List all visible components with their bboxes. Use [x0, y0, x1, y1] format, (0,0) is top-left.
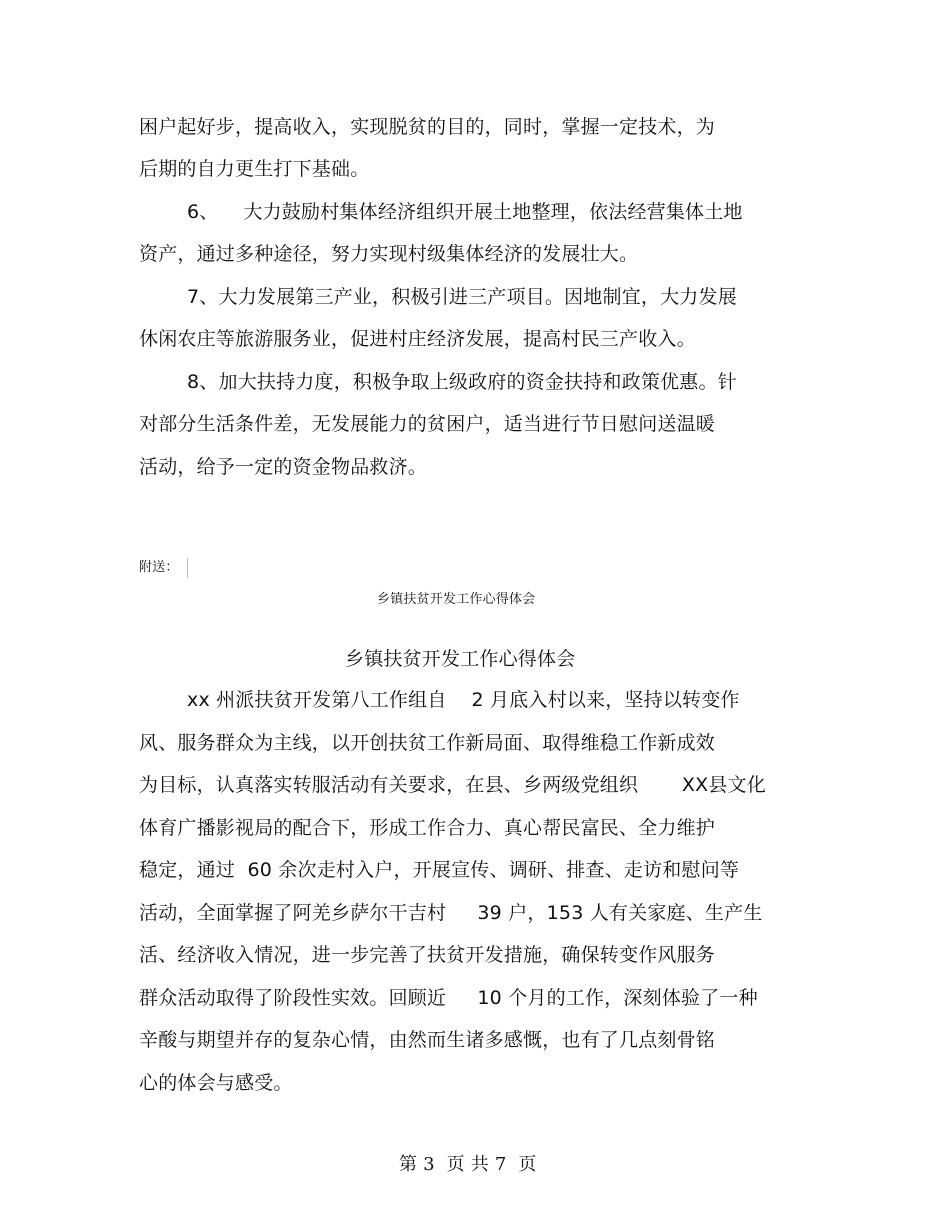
essay-line: 活、经济收入情况，进一步完善了扶贫开发措施，确保转变作风服务: [139, 944, 716, 966]
list-item-6-line: 资产，通过多种途径，努力实现村级集体经济的发展壮大。: [139, 243, 639, 265]
text-cursor-divider: [187, 558, 188, 578]
list-item-8-line: 活动，给予一定的资金物品救济。: [139, 456, 428, 478]
essay-line: xx 州派扶贫开发第八工作组自 2 月底入村以来，坚持以转变作: [187, 689, 740, 711]
list-item-7-line: 休闲农庄等旅游服务业，促进村庄经济发展，提高村民三产收入。: [139, 328, 696, 350]
appendix-small-title: 乡镇扶贫开发工作心得体会: [377, 592, 536, 607]
essay-line: 群众活动取得了阶段性实效。回顾近 10 个月的工作，深刻体验了一种: [139, 987, 758, 1009]
essay-title: 乡镇扶贫开发工作心得体会: [345, 648, 576, 670]
body-text-line: 困户起好步，提高收入，实现脱贫的目的，同时，掌握一定技术，为: [139, 116, 716, 138]
list-item-6-line: 6、 大力鼓励村集体经济组织开展土地整理，依法经营集体土地: [187, 201, 743, 223]
essay-line: 体育广播影视局的配合下，形成工作合力、真心帮民富民、全力维护: [139, 817, 716, 839]
list-item-7-line: 7、大力发展第三产业，积极引进三产项目。因地制宜，大力发展: [187, 286, 737, 308]
essay-line: 心的体会与感受。: [139, 1072, 293, 1094]
essay-line: 稳定，通过 60 余次走村入户，开展宣传、调研、排查、走访和慰问等: [139, 859, 740, 881]
page-number: 第 3 页 共 7 页: [399, 1154, 537, 1175]
appendix-label: 附送：: [139, 560, 179, 575]
list-item-8-line: 8、加大扶持力度，积极争取上级政府的资金扶持和政策优惠。针: [187, 371, 737, 393]
essay-line: 辛酸与期望并存的复杂心情，由然而生诸多感慨，也有了几点刻骨铭: [139, 1029, 716, 1051]
list-item-8-line: 对部分生活条件差，无发展能力的贫困户，适当进行节日慰问送温暖: [139, 413, 716, 435]
essay-line: 风、服务群众为主线，以开创扶贫工作新局面、取得维稳工作新成效: [139, 732, 716, 754]
body-text-line: 后期的自力更生打下基础。: [139, 158, 370, 180]
essay-line: 为目标，认真落实转服活动有关要求，在县、乡两级党组织 XX县文化: [139, 774, 766, 796]
essay-line: 活动，全面掌握了阿羌乡萨尔干吉村 39 户，153 人有关家庭、生产生: [139, 902, 763, 924]
